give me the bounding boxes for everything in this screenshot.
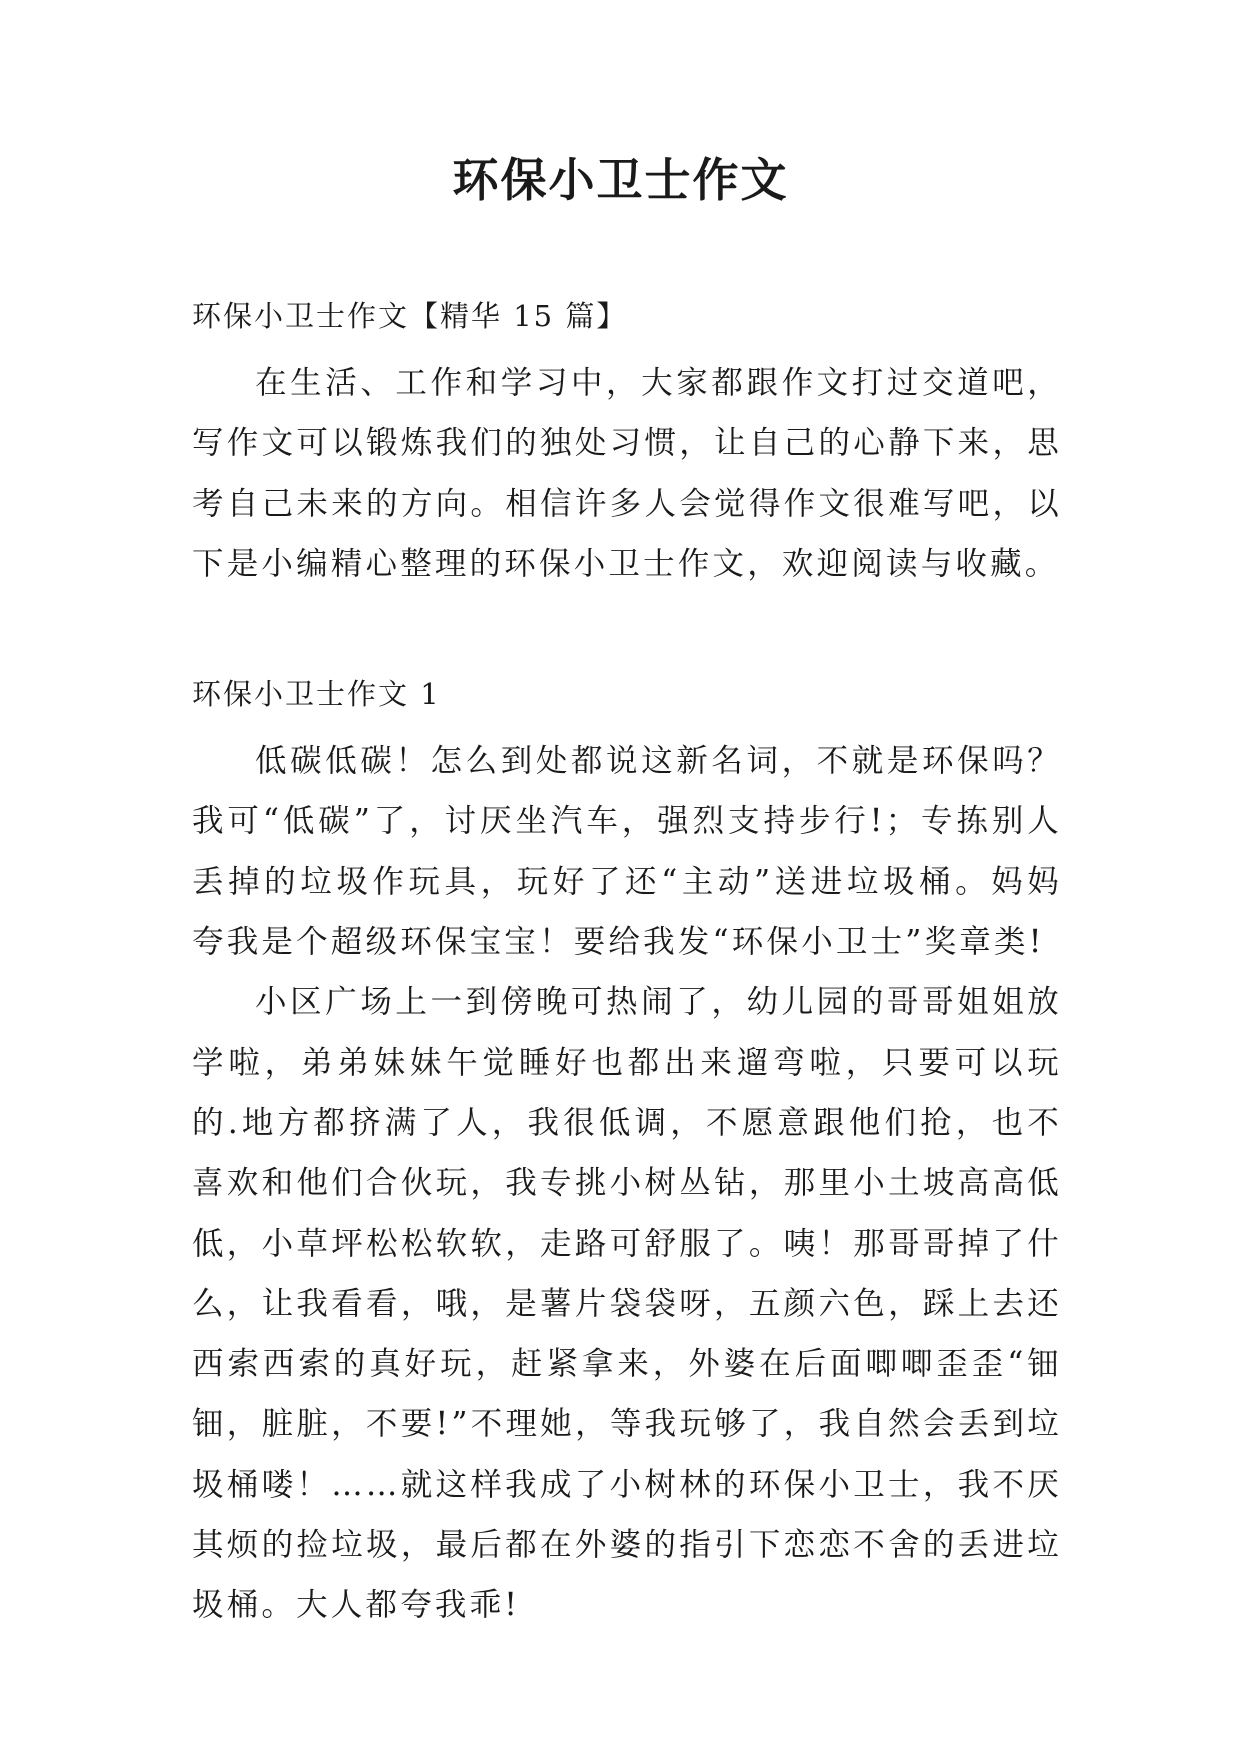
document-subtitle: 环保小卫士作文【精华 15 篇】 bbox=[192, 299, 628, 333]
document-body bbox=[192, 292, 1062, 1636]
document-title: 环保小卫士作文 bbox=[452, 153, 789, 207]
body-paragraph: 低碳低碳！怎么到处都说这新名词，不就是环保吗？我可“低碳”了，讨厌坐汽车，强烈支持步行!；专拣别人丢掉的垃圾作玩具，玩好了还“主动”送进垃圾桶。妈妈夸我是个超级环保宝宝！要给我发“环保小卫士”奖章类! bbox=[192, 743, 1062, 961]
intro-paragraph: 在生活、工作和学习中，大家都跟作文打过交道吧，写作文可以锻炼我们的独处习惯，让自己的心静下来，思考自己未来的方向。相信许多人会觉得作文很难写吧，以下是小编精心整理的环保小卫士作文，欢迎阅读与收藏。 bbox=[192, 365, 1062, 582]
body-paragraph: 小区广场上一到傍晚可热闹了，幼儿园的哥哥姐姐放学啦，弟弟妹妹午觉睡好也都出来遛弯啦，只要可以玩的.地方都挤满了人，我很低调，不愿意跟他们抢，也不喜欢和他们合伙玩，我专挑小树丛钻，那里小土坡高高低低，小草坪松松软软，走路可舒服了。咦！那哥哥掉了什么，让我看看，哦，是薯片袋袋呀，五颜六色，踩上去还西索西索的真好玩，赶紧拿来，外婆在后面唧唧歪歪“钿钿，脏脏，不要!”不理她，等我玩够了，我自然会丢到垃圾桶喽！……就这样我成了小树林的环保小卫士，我不厌其烦的捡垃圾，最后都在外婆的指引下恋恋不舍的丢进垃圾桶。大人都夸我乖! bbox=[192, 984, 1062, 1624]
section-heading: 环保小卫士作文 1 bbox=[192, 677, 441, 712]
